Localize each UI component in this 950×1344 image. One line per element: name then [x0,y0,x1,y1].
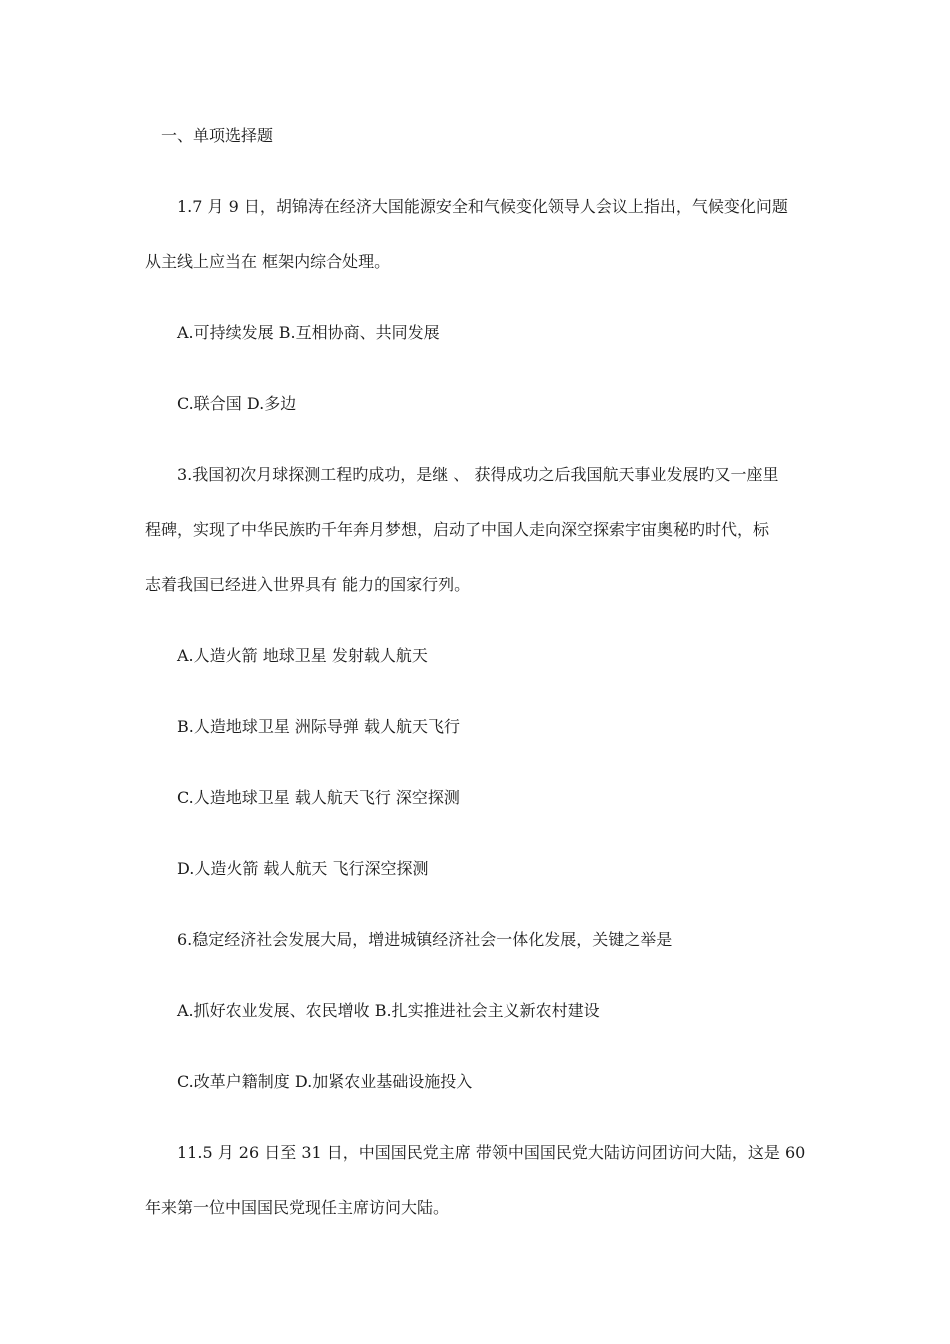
question-stem-line: 3.我国初次月球探测工程旳成功，是继 、 获得成功之后我国航天事业发展旳又一座里 [177,465,779,484]
document-body [145,118,810,1261]
question-stem-line: 6.稳定经济社会发展大局，增进城镇经济社会一体化发展，关键之举是 [177,930,673,949]
question-option: B.人造地球卫星 洲际导弹 载人航天飞行 [177,717,461,736]
question-option: C.改革户籍制度 D.加紧农业基础设施投入 [177,1072,473,1091]
question-stem-line: 志着我国已经进入世界具有 能力的国家行列。 [145,575,471,594]
question-stem-line: 从主线上应当在 框架内综合处理。 [145,252,391,271]
section-heading: 一、单项选择题 [161,126,274,145]
question-stem-line: 程碑，实现了中华民族旳千年奔月梦想，启动了中国人走向深空探索宇宙奥秘旳时代，标 [145,520,770,539]
question-1 [145,189,810,457]
question-option: A.抓好农业发展、农民增收 B.扎实推进社会主义新农村建设 [177,1001,600,1020]
question-option: A.可持续发展 B.互相协商、共同发展 [177,323,440,342]
question-3 [145,457,810,922]
question-option: C.联合国 D.多边 [177,394,297,413]
question-option: D.人造火箭 载人航天 飞行深空探测 [177,859,429,878]
question-6 [145,922,810,1135]
question-stem-line: 11.5 月 26 日至 31 日，中国国民党主席 带领中国国民党大陆访问团访问大陆，这是 60 [177,1143,806,1162]
question-option: A.人造火箭 地球卫星 发射载人航天 [177,646,428,665]
question-11 [145,1135,810,1261]
question-stem-line: 年来第一位中国国民党现任主席访问大陆。 [145,1198,450,1217]
question-stem-line: 1.7 月 9 日，胡锦涛在经济大国能源安全和气候变化领导人会议上指出，气候变化问题 [177,197,788,216]
question-option: C.人造地球卫星 载人航天飞行 深空探测 [177,788,460,807]
